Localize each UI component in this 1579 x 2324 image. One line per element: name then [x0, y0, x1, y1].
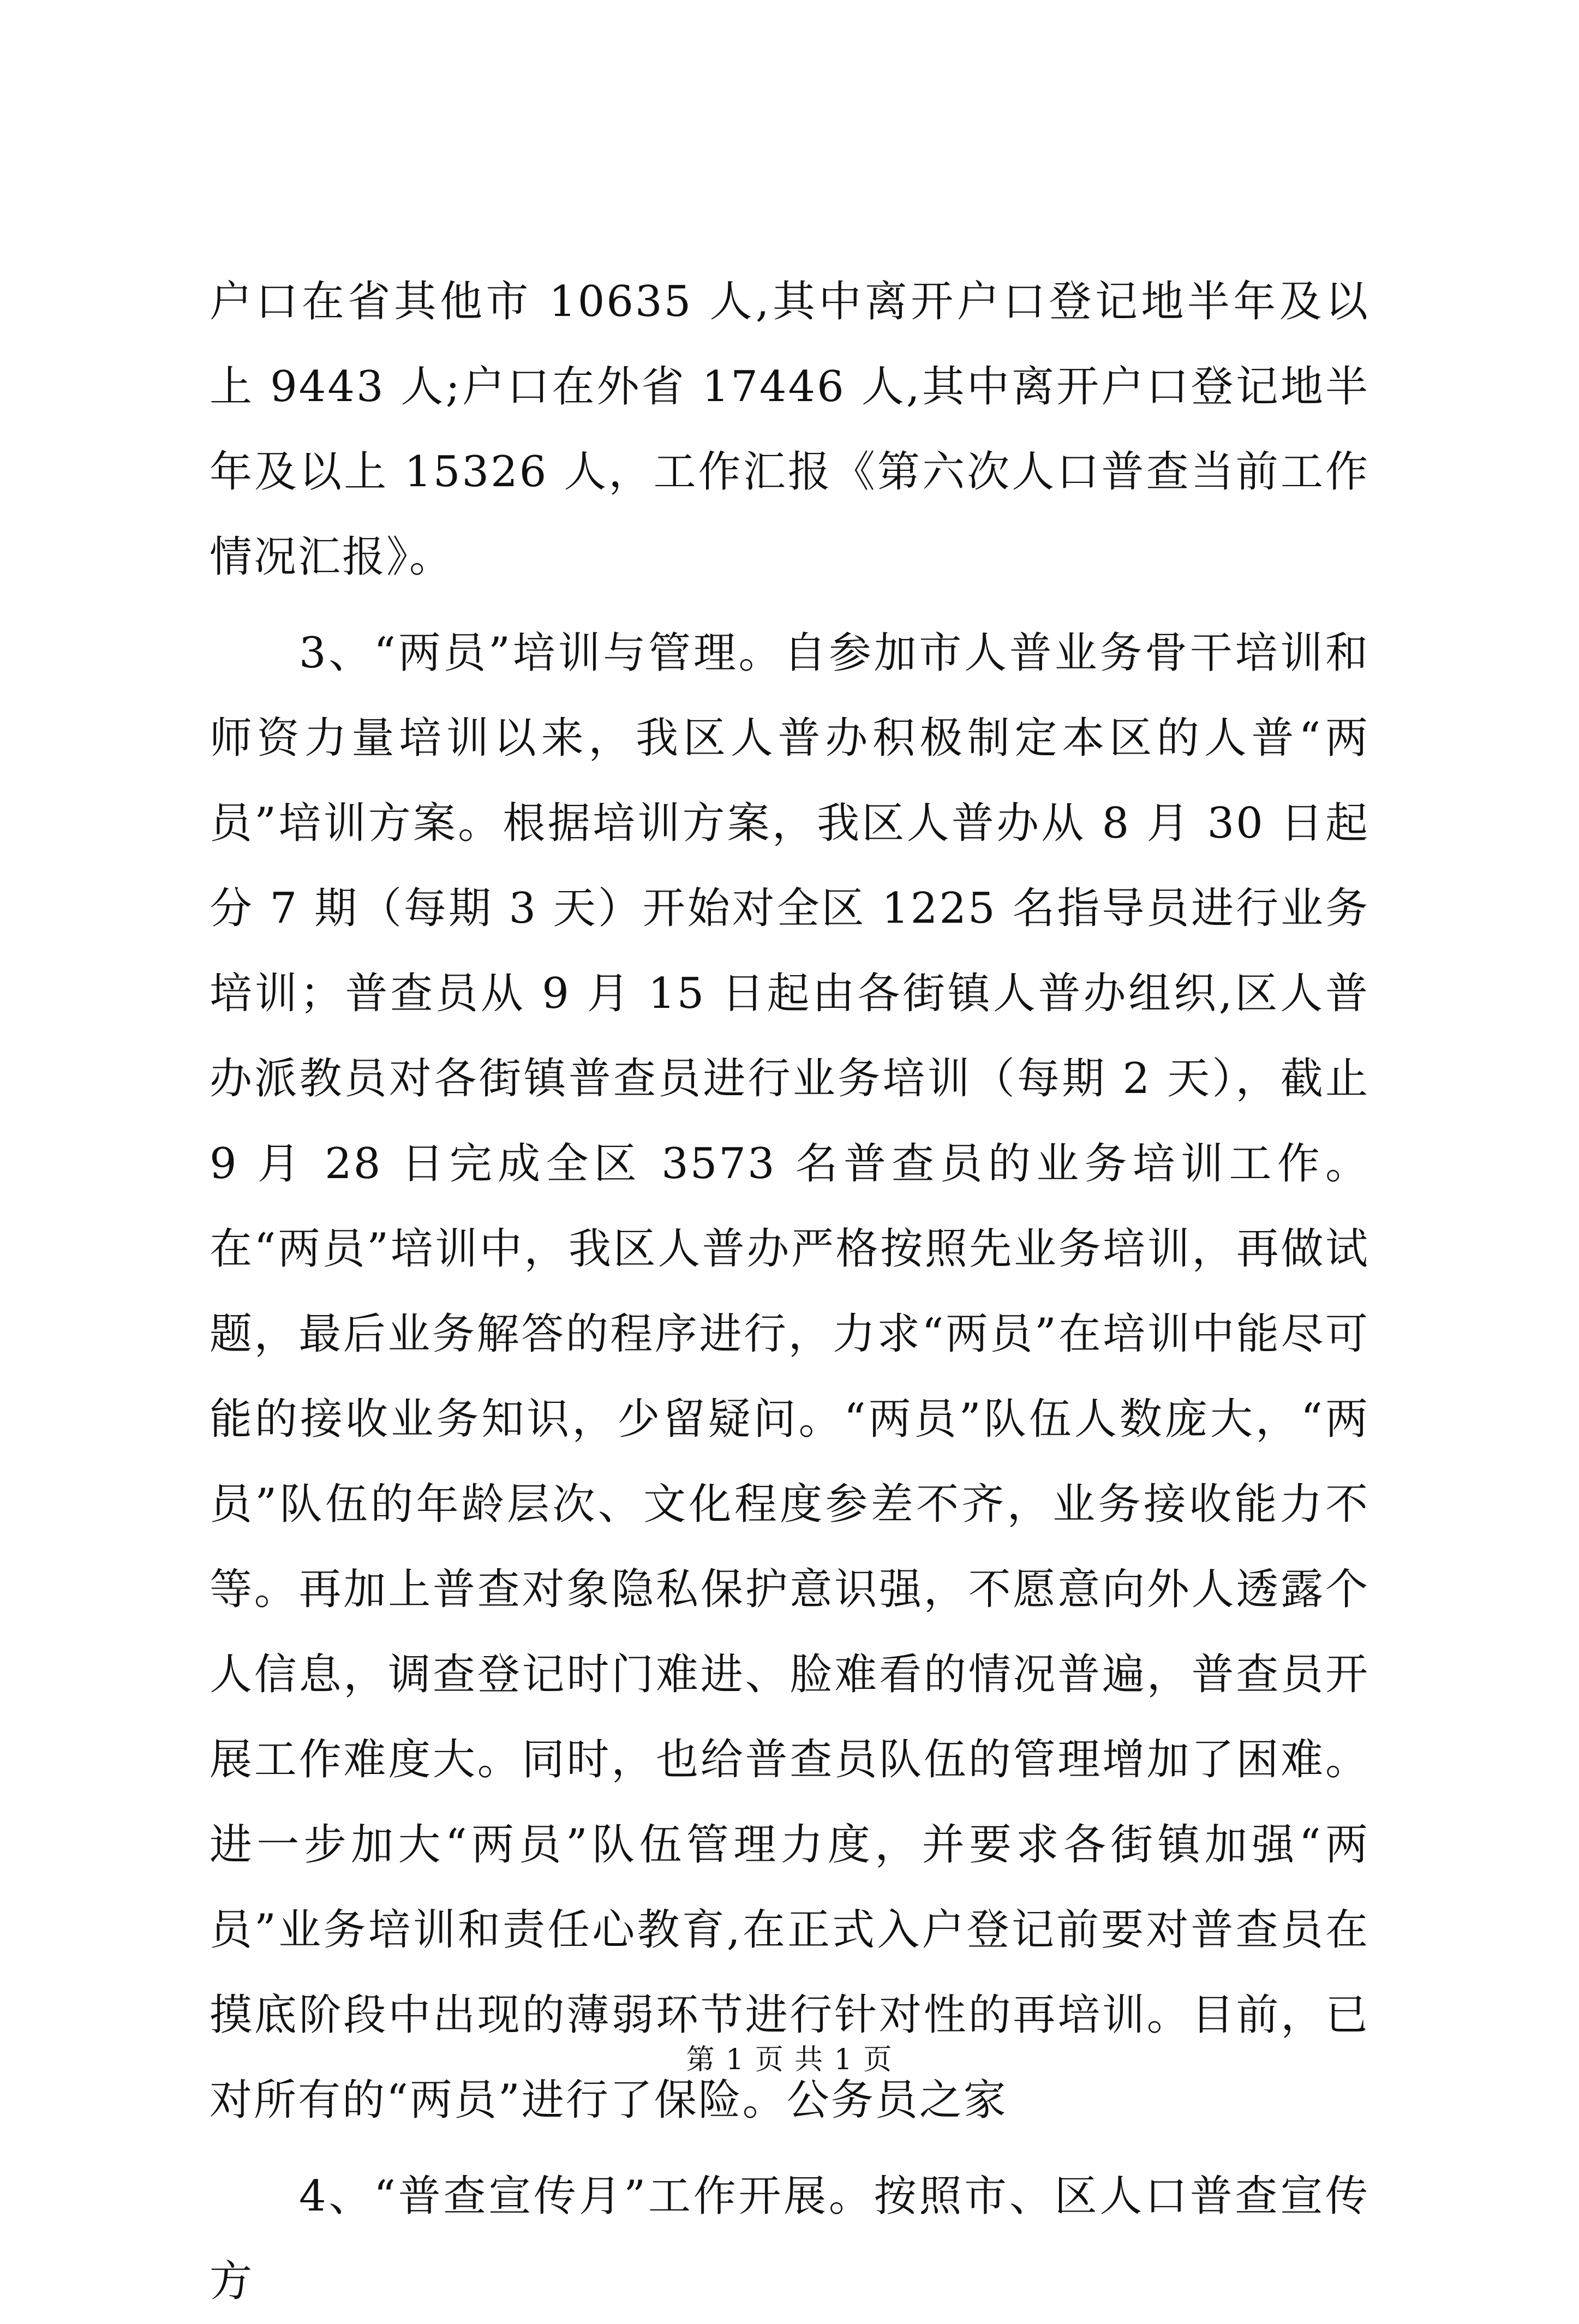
- paragraph-household-stats: 户口在省其他市 10635 人,其中离开户口登记地半年及以上 9443 人;户口在外省 17446 人,其中离开户口登记地半年及以上 15326 人，工作汇报《第六次人口普查当前工作情况汇报》。: [210, 277, 1369, 582]
- page-footer: 第 1 页 共 1 页: [686, 2044, 893, 2076]
- paragraph-staff-training: 3、“两员”培训与管理。自参加市人普业务骨干培训和师资力量培训以来，我区人普办积极制定本区的人普“两员”培训方案。根据培训方案，我区人普办从 8 月 30 日起分 7 期（每期 3 天）开始对全区 1225 名指导员进行业务培训；普查员从 9 月 15 日起由各街镇人普办组织,区人普办派教员对各街镇普查员进行业务培训（每期 2 天），截止 9 月 28 日完成全区 3573 名普查员的业务培训工作。在“两员”培训中，我区人普办严格按照先业务培训，再做试题，最后业务解答的程序进行，力求“两员”在培训中能尽可能的接收业务知识，少留疑问。“两员”队伍人数庞大，“两员”队伍的年龄层次、文化程度参差不齐，业务接收能力不等。再加上普查对象隐私保护意识强，不愿意向外人透露个人信息，调查登记时门难进、脸难看的情况普遍，普查员开展工作难度大。同时，也给普查员队伍的管理增加了困难。进一步加大“两员”队伍管理力度，并要求各街镇加强“两员”业务培训和责任心教育,在正式入户登记前要对普查员在摸底阶段中出现的薄弱环节进行针对性的再培训。目前，已对所有的“两员”进行了保险。公务员之家: [210, 629, 1369, 2125]
- paragraph-publicity-month: 4、“普查宣传月”工作开展。按照市、区人口普查宣传方: [210, 2172, 1369, 2306]
- document-body: [210, 259, 1369, 2324]
